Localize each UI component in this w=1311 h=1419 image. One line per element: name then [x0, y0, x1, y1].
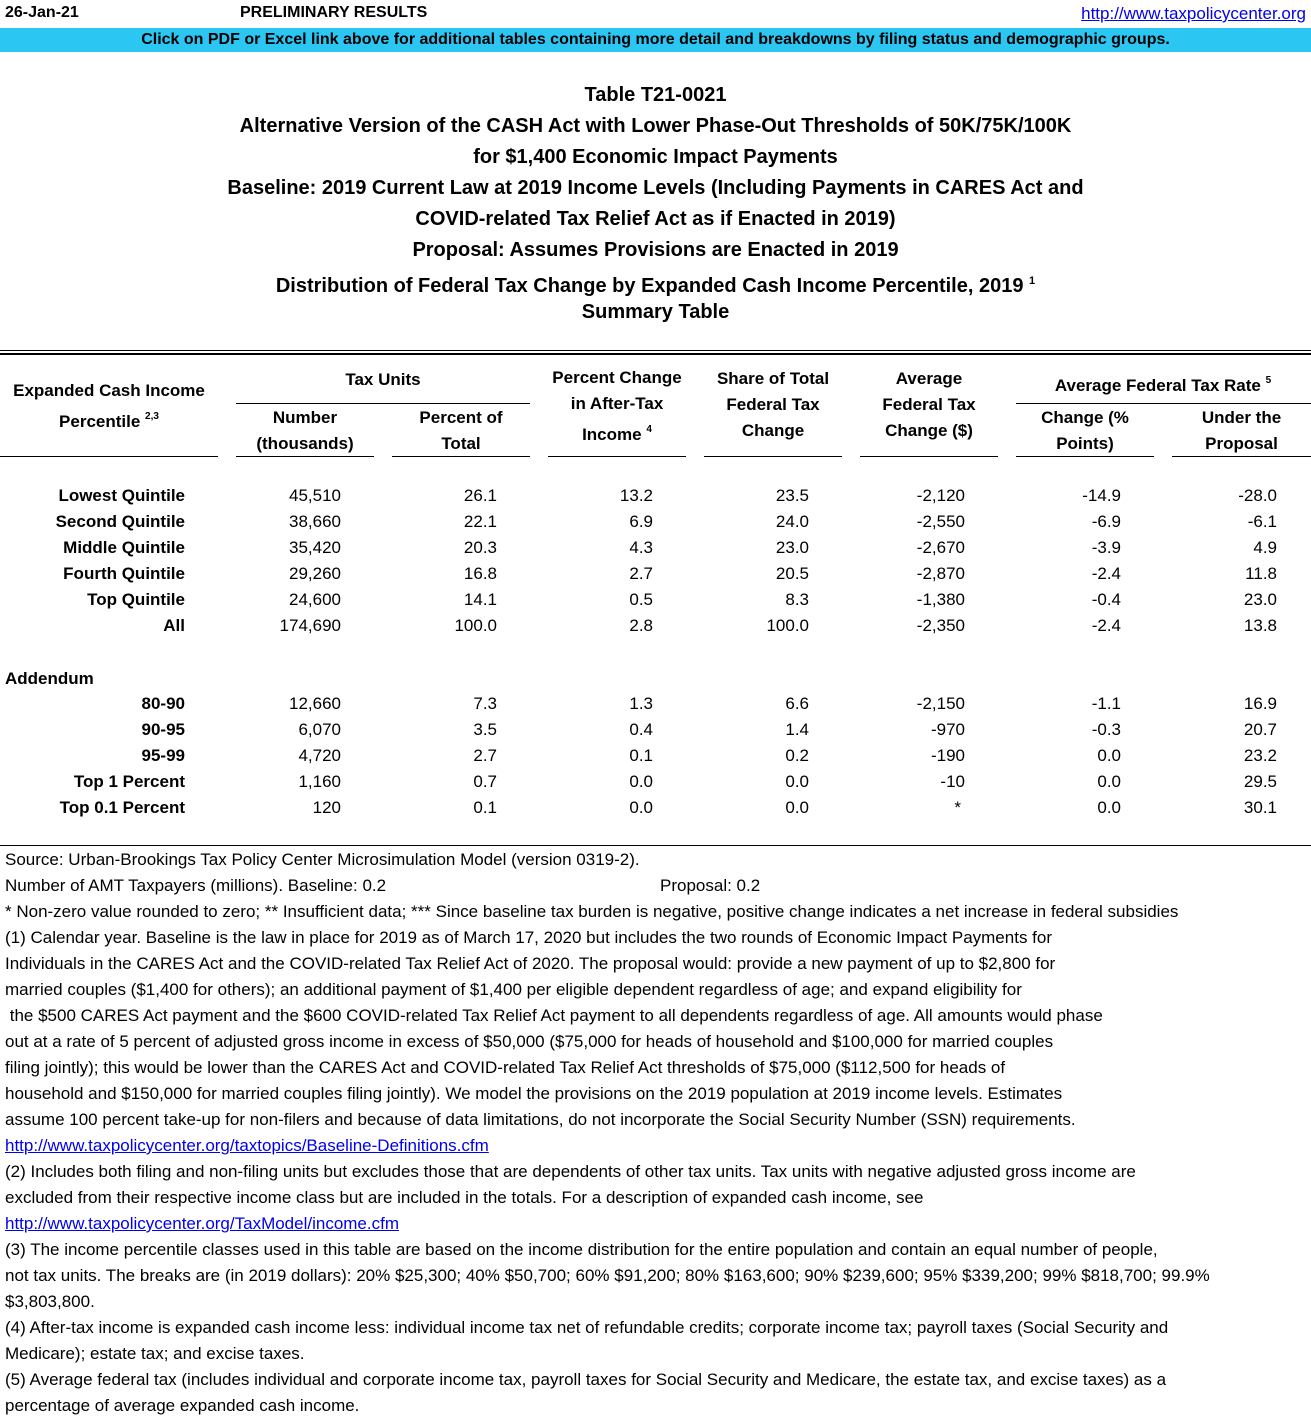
- table-title-line: Alternative Version of the CASH Act with Lower Phase-Out Thresholds of 50K/75K/100K: [239, 115, 1072, 137]
- cell-rate-change: 0.0: [1097, 772, 1121, 791]
- cell-rate-change: -1.1: [1091, 694, 1121, 713]
- col-header-avg-change: Average Federal Tax Change ($): [882, 369, 976, 440]
- header-rule: [1172, 456, 1311, 457]
- table-row: [0, 587, 1311, 613]
- cell-percent-change: 0.4: [629, 720, 653, 739]
- cell-percent-of-total: 26.1: [463, 486, 497, 505]
- footnote-ref: 4: [646, 424, 652, 435]
- table-row: [0, 691, 1311, 717]
- footnote-2: excluded from their respective income class but are included in the totals. For a description of expanded cash income, see: [5, 1188, 924, 1207]
- cell-avg-change: *: [954, 798, 961, 817]
- cell-percent-of-total: 20.3: [463, 538, 497, 557]
- footnote-2: (2) Includes both filing and non-filing units but excludes those that are dependents of other tax units. Tax units with negative adjusted gross income are: [5, 1162, 1136, 1181]
- baseline-definitions-link[interactable]: http://www.taxpolicycenter.org/taxtopics/Baseline-Definitions.cfm: [5, 1136, 489, 1155]
- table-title-line: for $1,400 Economic Impact Payments: [473, 146, 838, 168]
- table-baseline-line: Baseline: 2019 Current Law at 2019 Income Levels (Including Payments in CARES Act and: [227, 177, 1084, 199]
- cell-under-proposal: 4.9: [1253, 538, 1277, 557]
- cell-percent-of-total: 3.5: [473, 720, 497, 739]
- amt-proposal: Proposal: 0.2: [660, 876, 761, 895]
- cell-percent-change: 2.8: [629, 616, 653, 635]
- cell-rate-change: -2.4: [1091, 564, 1121, 583]
- cell-avg-change: -2,870: [916, 564, 965, 583]
- cell-under-proposal: 23.0: [1243, 590, 1277, 609]
- col-header-rate-change: Change (% Points): [1041, 408, 1129, 453]
- footnote-1: Individuals in the CARES Act and the COVID-related Tax Relief Act of 2020. The proposal would: provide a new payment of up to $2,800 for: [5, 954, 1056, 973]
- header-rule: [392, 456, 530, 457]
- row-label: Top 0.1 Percent: [59, 798, 185, 817]
- cell-percent-change: 4.3: [629, 538, 653, 557]
- table-row: [0, 483, 1311, 509]
- table-distribution-line: Distribution of Federal Tax Change by Expanded Cash Income Percentile, 2019 $^1$: [275, 275, 1036, 297]
- footnote-5: percentage of average expanded cash income.: [5, 1396, 360, 1415]
- cell-percent-change: 0.5: [629, 590, 653, 609]
- cell-percent-of-total: 16.8: [463, 564, 497, 583]
- cell-under-proposal: 20.7: [1243, 720, 1277, 739]
- cell-share: 1.4: [785, 720, 809, 739]
- cell-avg-change: -970: [930, 720, 965, 739]
- footnote-5: (5) Average federal tax (includes individual and corporate income tax, payroll taxes for Social Security and Medicare, the estate tax, and excise taxes) as a: [5, 1370, 1167, 1389]
- col-header-tax-units: Tax Units: [345, 370, 421, 389]
- header-rule: [1016, 456, 1154, 457]
- cell-percent-of-total: 100.0: [454, 616, 497, 635]
- cell-percent-change: 1.3: [629, 694, 653, 713]
- group-rule: [1016, 403, 1311, 404]
- cell-rate-change: -0.4: [1091, 590, 1121, 609]
- cell-percent-of-total: 7.3: [473, 694, 497, 713]
- footnote-1: household and $150,000 for married couples filing jointly). We model the provisions on the 2019 population at 2019 income levels. Estimates: [5, 1084, 1063, 1103]
- source-note: Source: Urban-Brookings Tax Policy Center Microsimulation Model (version 0319-2).: [5, 850, 640, 869]
- cell-share: 8.3: [785, 590, 809, 609]
- cell-percent-change: 13.2: [619, 486, 653, 505]
- cell-avg-change: -1,380: [916, 590, 965, 609]
- table-row: [0, 717, 1311, 743]
- cell-percent-change: 0.0: [629, 798, 653, 817]
- header-rule: [704, 456, 842, 457]
- col-header-percent-change: Percent Change in After-Tax Income $^4$: [552, 368, 682, 444]
- cell-share: 0.0: [785, 798, 809, 817]
- cell-number: 6,070: [298, 720, 341, 739]
- cell-number: 120: [312, 798, 341, 817]
- col-header-number: Number (thousands): [256, 408, 354, 453]
- cell-percent-of-total: 14.1: [463, 590, 497, 609]
- row-label: Fourth Quintile: [63, 564, 185, 583]
- row-label: All: [163, 616, 185, 635]
- cell-number: 4,720: [298, 746, 341, 765]
- report-date: 26-Jan-21: [5, 4, 79, 21]
- row-label: Lowest Quintile: [58, 486, 185, 505]
- bottom-rule: [0, 845, 1311, 846]
- top-rule: [0, 353, 1311, 355]
- cell-avg-change: -2,670: [916, 538, 965, 557]
- row-label: Top 1 Percent: [73, 772, 185, 791]
- row-label: 80-90: [141, 694, 185, 713]
- report-status: PRELIMINARY RESULTS: [240, 4, 428, 21]
- cell-under-proposal: 11.8: [1245, 564, 1277, 583]
- footnote-3: $3,803,800.: [5, 1292, 95, 1311]
- amt-baseline: Number of AMT Taxpayers (millions). Baseline: 0.2: [5, 876, 387, 895]
- table-subtitle: Summary Table: [581, 301, 730, 323]
- cell-under-proposal: 13.8: [1243, 616, 1277, 635]
- cell-rate-change: -14.9: [1082, 486, 1121, 505]
- tpc-home-link[interactable]: http://www.taxpolicycenter.org: [1081, 4, 1306, 23]
- cell-rate-change: -0.3: [1091, 720, 1121, 739]
- cell-avg-change: -2,120: [916, 486, 965, 505]
- cell-number: 12,660: [289, 694, 341, 713]
- cell-rate-change: -2.4: [1091, 616, 1121, 635]
- cell-percent-of-total: 0.7: [473, 772, 497, 791]
- row-label: 95-99: [141, 746, 185, 765]
- cell-rate-change: -6.9: [1091, 512, 1121, 531]
- cell-number: 35,420: [289, 538, 341, 557]
- info-banner: Click on PDF or Excel link above for additional tables containing more detail and breakdowns by filing status and demographic groups.: [0, 28, 1311, 52]
- header-rule: [548, 456, 686, 457]
- cell-share: 20.5: [775, 564, 809, 583]
- income-definition-link[interactable]: http://www.taxpolicycenter.org/TaxModel/income.cfm: [5, 1214, 399, 1233]
- header-rule: [860, 456, 998, 457]
- col-header-avg-rate: Average Federal Tax Rate $^5$: [1054, 375, 1272, 395]
- cell-under-proposal: 30.1: [1243, 798, 1277, 817]
- cell-under-proposal: 29.5: [1243, 772, 1277, 791]
- cell-avg-change: -2,550: [916, 512, 965, 531]
- footnote-1: (1) Calendar year. Baseline is the law in place for 2019 as of March 17, 2020 but includes the two rounds of Economic Impact Payments for: [5, 928, 1053, 947]
- table-number: Table T21-0021: [584, 84, 727, 106]
- cell-rate-change: 0.0: [1097, 798, 1121, 817]
- table-row: [0, 535, 1311, 561]
- col-header-percentile: Expanded Cash Income Percentile $^{2,3}$: [13, 381, 205, 431]
- row-label: Top Quintile: [87, 590, 185, 609]
- row-label: Middle Quintile: [63, 538, 185, 557]
- footnote-4: Medicare); estate tax; and excise taxes.: [5, 1344, 305, 1363]
- cell-percent-change: 2.7: [629, 564, 653, 583]
- footnote-ref: 2,3: [145, 411, 159, 422]
- footnote-1: the $500 CARES Act payment and the $600 COVID-related Tax Relief Act payment to all dependents regardless of age. All amounts would phase: [5, 1006, 1103, 1025]
- footnote-ref: 1: [1029, 275, 1036, 287]
- footnote-1: married couples ($1,400 for others); an additional payment of $1,400 per eligible dependent regardless of age; and expand eligibility for: [5, 980, 1022, 999]
- header-rule: [0, 456, 218, 457]
- col-header-percent-of-total: Percent of Total: [419, 408, 503, 453]
- row-label: Second Quintile: [55, 512, 185, 531]
- table-row: [0, 743, 1311, 769]
- cell-percent-change: 0.0: [629, 772, 653, 791]
- cell-number: 29,260: [289, 564, 341, 583]
- cell-percent-change: 0.1: [629, 746, 653, 765]
- cell-number: 24,600: [289, 590, 341, 609]
- table-baseline-line: COVID-related Tax Relief Act as if Enacted in 2019): [415, 208, 896, 230]
- col-header-under-proposal: Under the Proposal: [1201, 408, 1282, 453]
- legend-note: * Non-zero value rounded to zero; ** Insufficient data; *** Since baseline tax burden is negative, positive change indicates a net increase in federal subsidies: [5, 902, 1179, 921]
- cell-avg-change: -2,150: [916, 694, 965, 713]
- footnote-1: assume 100 percent take-up for non-filers and because of data limitations, do not incorporate the Social Security Number (SSN) requirements.: [5, 1110, 1076, 1129]
- cell-rate-change: 0.0: [1097, 746, 1121, 765]
- top-rule: [0, 350, 1311, 351]
- table-row: [0, 613, 1311, 639]
- cell-under-proposal: -28.0: [1238, 486, 1277, 505]
- footnote-3: (3) The income percentile classes used in this table are based on the income distribution for the entire population and contain an equal number of people,: [5, 1240, 1158, 1259]
- table-row: [0, 795, 1311, 821]
- cell-share: 100.0: [766, 616, 809, 635]
- cell-share: 23.5: [775, 486, 809, 505]
- cell-share: 0.2: [785, 746, 809, 765]
- cell-percent-of-total: 2.7: [473, 746, 497, 765]
- footnote-1: filing jointly); this would be lower than the CARES Act and COVID-related Tax Relief Act thresholds of $75,000 ($112,500 for heads of: [5, 1058, 1006, 1077]
- table-row: [0, 769, 1311, 795]
- cell-percent-change: 6.9: [629, 512, 653, 531]
- cell-under-proposal: -6.1: [1247, 512, 1277, 531]
- table-row: [0, 509, 1311, 535]
- cell-number: 1,160: [298, 772, 341, 791]
- cell-percent-of-total: 22.1: [463, 512, 497, 531]
- footnote-ref: 5: [1265, 375, 1272, 386]
- cell-percent-of-total: 0.1: [473, 798, 497, 817]
- col-header-share: Share of Total Federal Tax Change: [716, 369, 830, 440]
- row-label: 90-95: [141, 720, 185, 739]
- footnote-3: not tax units. The breaks are (in 2019 dollars): 20% $25,300; 40% $50,700; 60% $91,200; 80% $163,600; 90% $239,600; 95% $339,200; 99% $818,700; 99.9%: [5, 1266, 1210, 1285]
- cell-avg-change: -10: [940, 772, 965, 791]
- cell-under-proposal: 16.9: [1243, 694, 1277, 713]
- footnote-4: (4) After-tax income is expanded cash income less: individual income tax net of refundable credits; corporate income tax; payroll taxes (Social Security and: [5, 1318, 1169, 1337]
- cell-share: 24.0: [775, 512, 809, 531]
- header-rule: [236, 456, 374, 457]
- cell-number: 174,690: [279, 616, 341, 635]
- cell-number: 45,510: [289, 486, 341, 505]
- footnote-1: out at a rate of 5 percent of adjusted gross income in excess of $50,000 ($75,000 for heads of household and $100,000 for married couples: [5, 1032, 1054, 1051]
- cell-share: 0.0: [785, 772, 809, 791]
- cell-under-proposal: 23.2: [1243, 746, 1277, 765]
- cell-number: 38,660: [289, 512, 341, 531]
- cell-avg-change: -2,350: [916, 616, 965, 635]
- cell-rate-change: -3.9: [1091, 538, 1121, 557]
- cell-share: 6.6: [785, 694, 809, 713]
- cell-avg-change: -190: [930, 746, 965, 765]
- table-row: [0, 561, 1311, 587]
- addendum-label: Addendum: [5, 669, 94, 688]
- table-proposal-line: Proposal: Assumes Provisions are Enacted in 2019: [412, 239, 899, 261]
- cell-share: 23.0: [775, 538, 809, 557]
- table-title-block: [0, 80, 1311, 328]
- group-rule: [236, 403, 530, 404]
